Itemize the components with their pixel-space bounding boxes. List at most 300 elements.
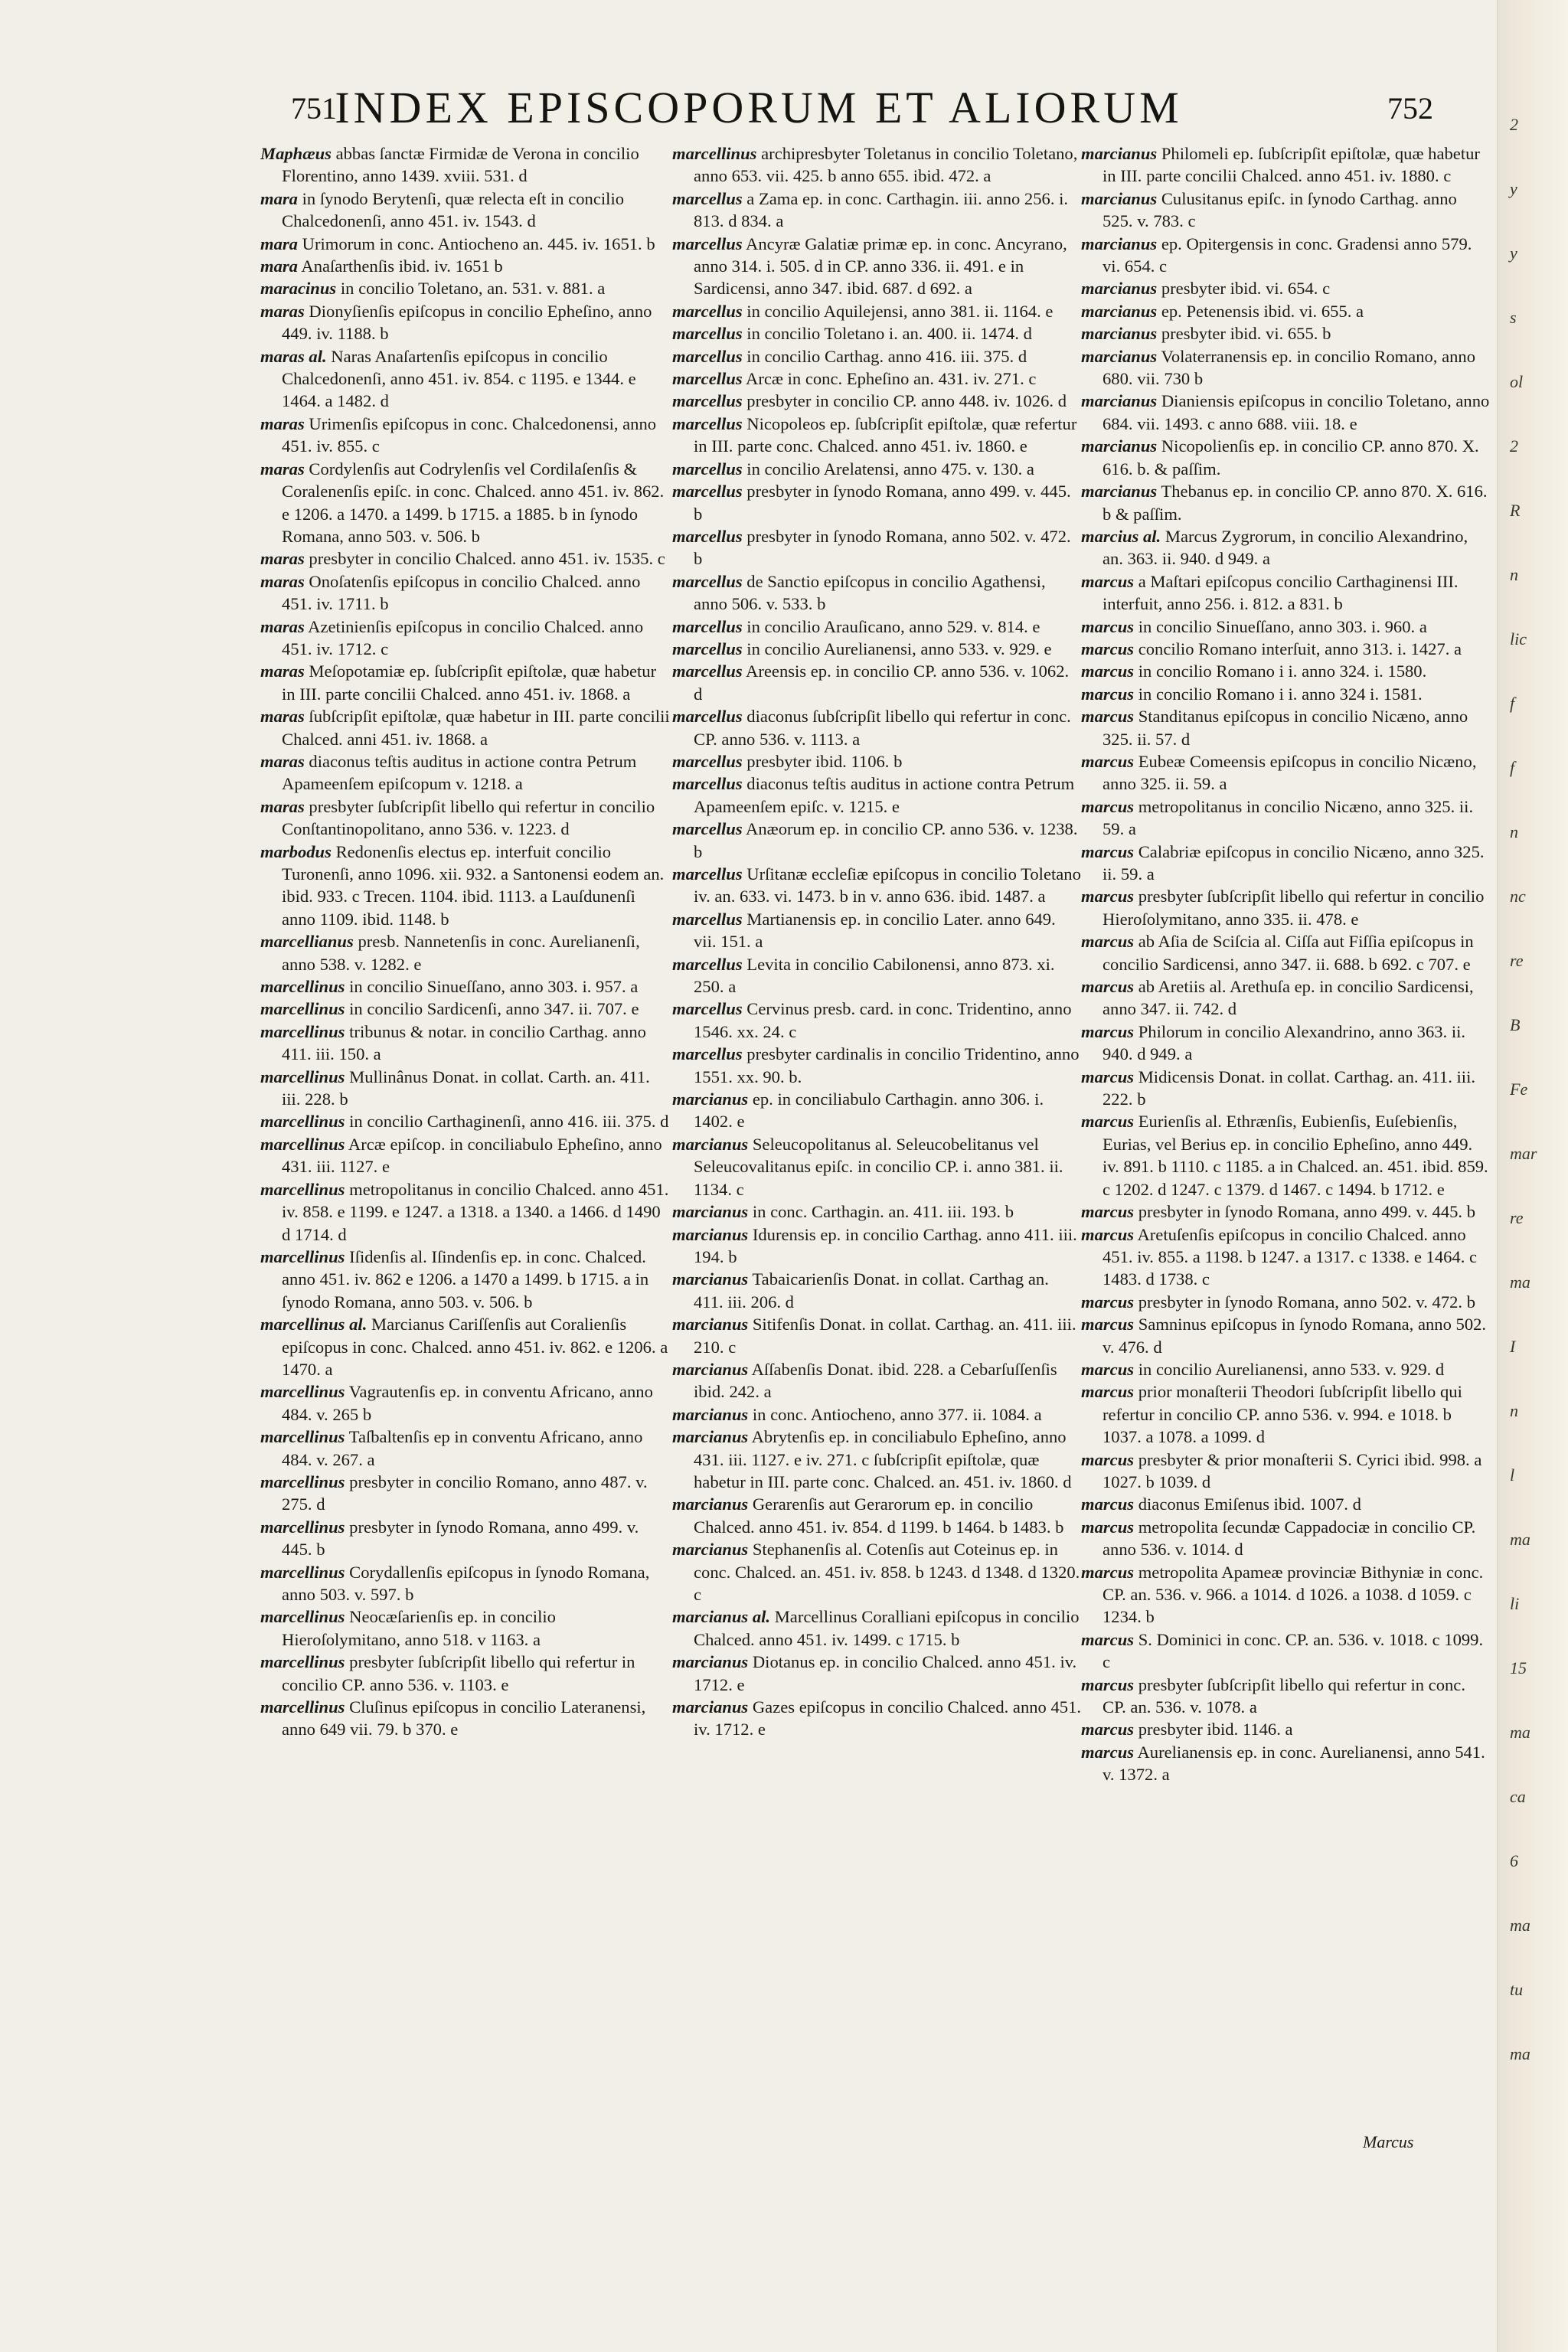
entry-text: in concilio Sinueſſano, anno 303. i. 960. a (1138, 616, 1427, 636)
entry-text: in ſynodo Berytenſi, quæ relecta eſt in concilio Chalcedonenſi, anno 451. iv. 1543. d (282, 188, 625, 231)
entry-headword: marcellinus (260, 1472, 345, 1491)
entry-headword: marcellus (672, 188, 743, 208)
edge-text-fragment: y (1510, 243, 1517, 263)
index-entry (672, 1493, 1082, 1538)
entry-text: Vagrautenſis ep. in conventu Africano, anno 484. v. 265 b (282, 1382, 653, 1424)
index-entry (672, 998, 1082, 1043)
index-entry (672, 188, 1082, 233)
entry-headword: marcellus (672, 391, 743, 411)
entry-headword: marcianus (672, 1224, 749, 1244)
edge-text-fragment: n (1510, 565, 1518, 584)
index-entry (1081, 1493, 1491, 1515)
catchword: Marcus (1363, 2132, 1414, 2151)
entry-headword: marcellus (672, 234, 743, 253)
edge-text-fragment: 6 (1510, 1851, 1518, 1870)
entry-text: in concilio Aurelianensi, anno 533. v. 929. d (1138, 1359, 1445, 1379)
entry-headword: marcianus (672, 1315, 749, 1334)
entry-text: concilio Romano interſuit, anno 313. i. 1427. a (1138, 639, 1462, 658)
index-entry (672, 638, 1082, 660)
edge-text-fragment: n (1510, 1401, 1518, 1420)
index-entry (672, 1200, 1082, 1223)
entry-headword: marcianus (672, 1359, 749, 1379)
index-entry (1081, 1223, 1491, 1291)
index-entry (1081, 570, 1491, 616)
entry-headword: marcus (1081, 1742, 1135, 1762)
edge-text-fragment: re (1510, 951, 1524, 970)
index-entry (1081, 142, 1491, 188)
entry-text: prior monaſterii Theodori ſubſcripſit libello qui refertur in concilio CP. anno 536. v. 994. e 1018. b 1037. a 1078. a 1099. d (1102, 1382, 1462, 1447)
edge-text-fragment: ca (1510, 1787, 1526, 1806)
index-entry (260, 142, 670, 188)
edge-text-fragment: 2 (1510, 115, 1518, 134)
entry-text: Redonenſis electus ep. interfuit concilio Turonenſi, anno 1096. xii. 932. a Santonensi eodem an. ibid. 933. c Trecen. 1104. ibid. 1113. a Lauſdunenſi anno 1109. ibid. 1148. b (282, 841, 665, 929)
entry-text: in concilio Arauſicano, anno 529. v. 814. e (746, 616, 1040, 636)
index-entry (260, 300, 670, 345)
index-entry (672, 233, 1082, 300)
index-entry (672, 1606, 1082, 1651)
index-entry (672, 345, 1082, 368)
entry-text: Gazes epiſcopus in concilio Chalced. anno 451. iv. 1712. e (694, 1697, 1082, 1740)
entry-text: Iſidenſis al. Iſindenſis ep. in conc. Chalced. anno 451. iv. 862 e 1206. a 1470 a 1499. b 1715. a in ſynodo Romana, anno 503. v. 506. b (282, 1246, 649, 1312)
index-entry (260, 1246, 670, 1313)
index-entry (672, 368, 1082, 390)
entry-text: Neocæſarienſis ep. in concilio Hieroſolymitano, anno 518. v 1163. a (282, 1607, 556, 1649)
index-entry (260, 1178, 670, 1246)
entry-text: in concilio Carthaginenſi, anno 416. iii. 375. d (349, 1112, 669, 1132)
entry-headword: marcus (1081, 1067, 1135, 1086)
entry-headword: maras (260, 707, 305, 727)
index-column-1 (260, 142, 670, 2141)
entry-text: presbyter in ſynodo Romana, anno 499. v. 445. b (1138, 1202, 1476, 1222)
entry-headword: marcellus (672, 999, 743, 1019)
index-entry (260, 1561, 670, 1606)
index-entry (260, 660, 670, 705)
entry-text: in concilio Sinueſſano, anno 303. i. 957. a (349, 977, 639, 997)
entry-text: in concilio Toletano, an. 531. v. 881. a (340, 279, 606, 299)
index-entry (672, 413, 1082, 458)
entry-headword: marcellus (672, 751, 743, 771)
edge-text-fragment: ma (1510, 1916, 1530, 1935)
entry-headword: marcellus (672, 413, 743, 433)
index-entry (260, 1651, 670, 1696)
entry-headword: marcellus (672, 1044, 743, 1064)
entry-headword: marcellinus (260, 1607, 345, 1627)
index-entry (1081, 1561, 1491, 1628)
index-entry (260, 1471, 670, 1516)
entry-headword: marcus (1081, 1315, 1135, 1334)
entry-headword: marcellus (672, 616, 743, 636)
entry-text: Aretuſenſis epiſcopus in concilio Chalced. anno 451. iv. 855. a 1198. b 1247. a 1317. c 1338. e 1464. c 1483. d 1738. c (1102, 1224, 1478, 1289)
entry-text: Areensis ep. in concilio CP. anno 536. v. 1062. d (694, 662, 1070, 704)
index-entry (1081, 480, 1491, 525)
entry-text: presbyter in concilio Chalced. anno 451. iv. 1535. c (309, 549, 665, 569)
entry-headword: marcellus (672, 819, 743, 839)
entry-text: Thebanus ep. in concilio CP. anno 870. X. 616. b & paſſim. (1102, 482, 1488, 524)
entry-headword: marcianus (1081, 188, 1158, 208)
index-entry (1081, 1291, 1491, 1313)
entry-text: Calabriæ epiſcopus in concilio Nicæno, anno 325. ii. 59. a (1102, 841, 1485, 884)
entry-headword: marcianus (1081, 436, 1158, 456)
entry-headword: marcus (1081, 616, 1135, 636)
edge-text-fragment: Fe (1510, 1080, 1528, 1099)
entry-headword: marcianus (672, 1089, 749, 1109)
index-entry (260, 570, 670, 616)
index-entry (1081, 885, 1491, 930)
entry-headword: marcellus (672, 346, 743, 366)
entry-headword: marcianus (1081, 482, 1158, 501)
entry-headword: marcellinus (260, 1134, 345, 1154)
entry-text: presb. Nannetenſis in conc. Aurelianenſi, anno 538. v. 1282. e (282, 932, 640, 974)
index-entry (260, 188, 670, 233)
index-entry (1081, 1380, 1491, 1448)
entry-headword: marcus (1081, 662, 1135, 681)
entry-headword: marcianus (672, 1494, 749, 1514)
entry-text: Eubeæ Comeensis epiſcopus in concilio Nicæno, anno 325. ii. 59. a (1102, 751, 1477, 794)
entry-headword: marcianus (672, 1269, 749, 1289)
entry-text: Sitifenſis Donat. in collat. Carthag. an. 411. iii. 210. c (694, 1315, 1076, 1357)
entry-text: Azetinienſis epiſcopus in concilio Chalced. anno 451. iv. 1712. c (282, 616, 644, 658)
entry-text: Samninus epiſcopus in ſynodo Romana, anno 502. v. 476. d (1102, 1315, 1487, 1357)
edge-text-fragment: y (1510, 179, 1517, 198)
entry-text: in concilio Romano i i. anno 324 i. 1581. (1138, 684, 1423, 704)
entry-headword: marcellinus (260, 1382, 345, 1402)
entry-headword: marcus (1081, 1359, 1135, 1379)
index-entry (672, 1696, 1082, 1741)
entry-headword: mara (260, 234, 298, 253)
entry-headword: marcus (1081, 1202, 1135, 1222)
entry-text: in concilio Toletano i. an. 400. ii. 1474. d (746, 324, 1032, 344)
entry-text: Stephanenſis al. Cotenſis aut Coteinus ep. in conc. Chalced. an. 451. iv. 858. b 1243. d 1348. d 1320. c (694, 1540, 1080, 1604)
edge-text-fragment: I (1510, 1337, 1516, 1356)
entry-headword: maras (260, 413, 305, 433)
entry-headword: marcellinus (260, 1021, 345, 1041)
entry-text: ep. Petenensis ibid. vi. 655. a (1161, 301, 1364, 321)
index-entry (1081, 345, 1491, 390)
entry-headword: marcellinus (260, 1517, 345, 1537)
entry-text: Eurienſis al. Ethrænſis, Eubienſis, Euſebienſis, Eurias, vel Berius ep. in concilio Epheſino, anno 449. iv. 891. b 1110. c 1185. a in Chalced. an. 451. ibid. 859. c 1202. d 1247. c 1379. d 1467. c 1494. b 1712. e (1102, 1112, 1488, 1199)
entry-text: metropolitanus in concilio Nicæno, anno 325. ii. 59. a (1102, 796, 1474, 839)
index-entry (1081, 930, 1491, 975)
index-entry (672, 570, 1082, 616)
entry-text: Marcus Zygrorum, in concilio Alexandrino, an. 363. ii. 940. d 949. a (1102, 526, 1468, 569)
entry-headword: marcianus (1081, 234, 1158, 253)
entry-headword: marcianus (672, 1540, 749, 1560)
entry-text: in concilio Aurelianensi, anno 533. v. 929. e (746, 639, 1052, 658)
entry-headword: marcus (1081, 1562, 1135, 1582)
entry-headword: marcellus (672, 571, 743, 591)
entry-headword: marcus (1081, 841, 1135, 861)
entry-text: in concilio Aquilejensi, anno 381. ii. 1164. e (746, 301, 1054, 321)
index-entry (672, 953, 1082, 998)
index-entry (1081, 660, 1491, 682)
entry-headword: marcus (1081, 1494, 1135, 1514)
edge-text-fragment: f (1510, 758, 1515, 777)
edge-text-fragment: R (1510, 501, 1521, 520)
index-entry (260, 413, 670, 458)
index-entry (260, 547, 670, 570)
edge-text-fragment: l (1510, 1465, 1515, 1485)
entry-text: archipresbyter Toletanus in concilio Toletano, anno 653. vii. 425. b anno 655. ibid. 472. a (694, 144, 1078, 186)
index-entry (1081, 300, 1491, 322)
index-entry (1081, 1718, 1491, 1740)
entry-headword: maras (260, 571, 305, 591)
entry-text: presbyter cardinalis in concilio Tridentino, anno 1551. xx. 90. b. (694, 1044, 1080, 1086)
entry-headword: marcianus (672, 1404, 749, 1424)
index-entry (1081, 1741, 1491, 1786)
index-entry (1081, 616, 1491, 638)
entry-text: presbyter & prior monaſterii S. Cyrici ibid. 998. a 1027. b 1039. d (1102, 1449, 1482, 1491)
index-entry (1081, 705, 1491, 750)
edge-text-fragment: nc (1510, 887, 1526, 906)
entry-text: Nicopoleos ep. ſubſcripſit epiſtolæ, quæ refertur in III. parte conc. Chalced. anno 451. iv. 1860. e (694, 413, 1077, 456)
entry-headword: marcius al. (1081, 526, 1161, 546)
entry-text: Midicensis Donat. in collat. Carthag. an. 411. iii. 222. b (1102, 1067, 1476, 1109)
index-entry (260, 750, 670, 795)
entry-headword: marcianus al. (672, 1607, 771, 1627)
adjacent-page-edge (1497, 0, 1568, 2352)
index-entry (260, 233, 670, 255)
index-entry (672, 1313, 1082, 1358)
entry-headword: marcianus (1081, 301, 1158, 321)
index-entry (1081, 390, 1491, 435)
entry-headword: marcellinus (672, 144, 757, 163)
entry-text: presbyter ſubſcripſit libello qui refertur in concilio CP. anno 536. v. 1103. e (282, 1652, 635, 1694)
entry-text: presbyter ſubſcripſit libello qui refertur in concilio Conſtantinopolitano, anno 536. v. 1223. d (282, 796, 655, 839)
index-entry (260, 345, 670, 413)
edge-text-fragment: ol (1510, 372, 1524, 391)
entry-text: Corydallenſis epiſcopus in ſynodo Romana, anno 503. v. 597. b (282, 1562, 650, 1604)
entry-headword: marcellinus (260, 999, 345, 1019)
entry-headword: marcellinus (260, 977, 345, 997)
entry-text: Idurensis ep. in concilio Carthag. anno 411. iii. 194. b (694, 1224, 1077, 1266)
entry-text: Culusitanus epiſc. in ſynodo Carthag. anno 525. v. 783. c (1102, 188, 1457, 231)
edge-text-fragment: tu (1510, 1980, 1524, 1999)
index-entry (1081, 750, 1491, 795)
entry-headword: marcellus (672, 954, 743, 974)
edge-text-fragment: B (1510, 1015, 1521, 1034)
entry-text: in concilio Sardicenſi, anno 347. ii. 707. e (349, 999, 639, 1019)
edge-text-fragment: li (1510, 1594, 1520, 1613)
entry-text: diaconus teſtis auditus in actione contra Petrum Apameenſem epiſcopum v. 1218. a (282, 751, 637, 794)
entry-text: presbyter ibid. 1146. a (1138, 1720, 1293, 1740)
entry-headword: marcianus (1081, 391, 1158, 411)
page-title: INDEX EPISCOPORUM ET ALIORUM (335, 82, 1183, 132)
index-entry (1081, 1110, 1491, 1200)
entry-text: presbyter ibid. vi. 654. c (1161, 279, 1331, 299)
entry-text: tribunus & notar. in concilio Carthag. anno 411. iii. 150. a (282, 1021, 646, 1064)
entry-text: Anæorum ep. in concilio CP. anno 536. v. 1238. b (694, 819, 1078, 861)
entry-headword: marcellus (672, 707, 743, 727)
entry-headword: marcus (1081, 1449, 1135, 1469)
entry-text: in conc. Carthagin. an. 411. iii. 193. b (752, 1202, 1014, 1222)
index-entry (672, 660, 1082, 705)
index-entry (260, 998, 670, 1020)
entry-text: a Zama ep. in conc. Carthagin. iii. anno 256. i. 813. d 834. a (694, 188, 1069, 231)
index-entry (672, 1403, 1082, 1426)
index-entry (1081, 1674, 1491, 1719)
index-entry (672, 1538, 1082, 1606)
entry-text: S. Dominici in conc. CP. an. 536. v. 1018. c 1099. c (1102, 1629, 1484, 1672)
entry-headword: marcus (1081, 1021, 1135, 1041)
entry-headword: marcianus (672, 1652, 749, 1672)
entry-text: a Maſtari epiſcopus concilio Carthaginensi III. interfuit, anno 256. i. 812. a 831. b (1102, 571, 1459, 614)
entry-headword: mara (260, 188, 298, 208)
entry-text: Naras Anaſartenſis epiſcopus in concilio Chalcedonenſi, anno 451. iv. 854. c 1195. e 1344. e 1464. a 1482. d (282, 346, 636, 411)
entry-headword: marcus (1081, 1224, 1135, 1244)
entry-text: presbyter ſubſcripſit libello qui refertur in concilio Hieroſolymitano, anno 335. ii. 478. e (1102, 887, 1485, 929)
entry-text: Marcellinus Coralliani epiſcopus in concilio Chalced. anno 451. iv. 1499. c 1715. b (694, 1607, 1080, 1649)
edge-text-fragment: n (1510, 822, 1518, 841)
entry-text: Philomeli ep. ſubſcripſit epiſtolæ, quæ habetur in III. parte concilii Chalced. anno 451. iv. 1880. c (1102, 144, 1480, 186)
index-entry (1081, 435, 1491, 480)
entry-headword: marcus (1081, 1292, 1135, 1312)
index-entry (260, 1380, 670, 1426)
index-entry (1081, 188, 1491, 233)
entry-text: presbyter in ſynodo Romana, anno 499. v. 445. b (282, 1517, 639, 1560)
entry-text: Ancyræ Galatiæ primæ ep. in conc. Ancyrano, anno 314. i. 505. d in CP. anno 336. ii. 491. e in Sardicensi, anno 347. ibid. 687. d 692. a (694, 234, 1067, 299)
edge-text-fragment: 2 (1510, 436, 1518, 456)
index-column-2 (672, 142, 1082, 2141)
entry-text: ep. Opitergensis in conc. Gradensi anno 579. vi. 654. c (1102, 234, 1472, 276)
index-entry (672, 1133, 1082, 1200)
entry-headword: marcellinus (260, 1179, 345, 1199)
index-entry (1081, 795, 1491, 841)
index-entry (260, 1696, 670, 1741)
entry-text: Aſſabenſis Donat. ibid. 228. a Cebarſuſſenſis ibid. 242. a (694, 1359, 1057, 1402)
index-entry (672, 480, 1082, 525)
index-entry (672, 773, 1082, 818)
entry-headword: marcus (1081, 932, 1135, 952)
entry-text: diaconus Emiſenus ibid. 1007. d (1138, 1494, 1361, 1514)
entry-headword: marcianus (1081, 346, 1158, 366)
entry-headword: marcellus (672, 369, 743, 389)
entry-headword: maras (260, 662, 305, 681)
index-entry (1081, 1066, 1491, 1111)
entry-headword: maras (260, 549, 305, 569)
entry-headword: marcellinus (260, 1112, 345, 1132)
index-entry (260, 1426, 670, 1471)
entry-headword: marcellus (672, 639, 743, 658)
index-entry (1081, 638, 1491, 660)
entry-headword: maras (260, 751, 305, 771)
entry-headword: marcus (1081, 977, 1135, 997)
entry-headword: marcianus (1081, 324, 1158, 344)
entry-text: Nicopolienſis ep. in concilio CP. anno 870. X. 616. b. & paſſim. (1102, 436, 1479, 479)
index-entry (672, 525, 1082, 570)
entry-headword: maras (260, 796, 305, 816)
edge-text-fragment: f (1510, 694, 1515, 713)
index-entry (1081, 1449, 1491, 1494)
entry-text: ſubſcripſit epiſtolæ, quæ habetur in III. parte concilii Chalced. anni 451. iv. 1868. a (282, 707, 670, 749)
entry-text: in concilio Carthag. anno 416. iii. 375. d (746, 346, 1027, 366)
page-number-right: 752 (1387, 91, 1433, 126)
entry-text: presbyter ibid. 1106. b (746, 751, 903, 771)
entry-headword: maras al. (260, 346, 327, 366)
entry-headword: marcellus (672, 662, 743, 681)
entry-text: Mullinânus Donat. in collat. Carth. an. 411. iii. 228. b (282, 1067, 650, 1109)
entry-text: Urſitanæ eccleſiæ epiſcopus in concilio Toletano iv. an. 633. vi. 1473. b in v. anno 636. ibid. 1487. a (694, 864, 1081, 906)
index-column-3 (1081, 142, 1491, 2141)
index-entry (672, 1358, 1082, 1403)
entry-headword: marcellinus (260, 1652, 345, 1672)
index-entry (672, 705, 1082, 750)
entry-headword: marcus (1081, 1674, 1135, 1694)
entry-text: Cordylenſis aut Codrylenſis vel Cordilaſenſis & Coralenenſis epiſc. in conc. Chalced. anno 451. iv. 862. e 1206. a 1470. a 1499. b 1715. a 1885. b in ſynodo Romana, anno 503. v. 506. b (282, 459, 665, 546)
index-entry (672, 322, 1082, 345)
entry-headword: marcus (1081, 796, 1135, 816)
entry-headword: marcellus (672, 864, 743, 884)
index-entry (1081, 525, 1491, 570)
index-entry (672, 863, 1082, 908)
entry-headword: marcus (1081, 751, 1135, 771)
index-entry (260, 255, 670, 277)
entry-headword: marcellus (672, 301, 743, 321)
index-entry (1081, 975, 1491, 1021)
entry-text: Urimenſis epiſcopus in conc. Chalcedonensi, anno 451. iv. 855. c (282, 413, 657, 456)
entry-text: metropolita Apameæ provinciæ Bithyniæ in conc. CP. an. 536. v. 966. a 1014. d 1026. a 1038. d 1059. c 1234. b (1102, 1562, 1484, 1627)
edge-text-fragment: ma (1510, 2044, 1530, 2063)
entry-text: presbyter ſubſcripſit libello qui refertur in conc. CP. an. 536. v. 1078. a (1102, 1674, 1465, 1717)
index-entry (672, 390, 1082, 412)
index-entry (1081, 1628, 1491, 1674)
index-entry (672, 1651, 1082, 1696)
index-entry (672, 616, 1082, 638)
entry-text: Anaſarthenſis ibid. iv. 1651 b (301, 256, 503, 276)
entry-headword: marcus (1081, 571, 1135, 591)
entry-headword: Maphæus (260, 144, 332, 163)
index-entry (260, 1110, 670, 1132)
entry-text: Marcianus Cariſſenſis aut Coralienſis epiſcopus in conc. Chalced. anno 451. iv. 862. e 1206. a 1470. a (282, 1315, 668, 1379)
entry-headword: marcus (1081, 707, 1135, 727)
entry-text: Taſbaltenſis ep in conventu Africano, anno 484. v. 267. a (282, 1427, 643, 1469)
entry-text: Diotanus ep. in concilio Chalced. anno 451. iv. 1712. e (694, 1652, 1077, 1694)
entry-headword: maracinus (260, 279, 337, 299)
index-entry (260, 705, 670, 750)
entry-headword: marcellus (672, 459, 743, 479)
entry-headword: marcus (1081, 639, 1135, 658)
index-entry (1081, 841, 1491, 886)
entry-headword: marbodus (260, 841, 332, 861)
page-number-left: 751 (291, 91, 337, 126)
entry-text: Urimorum in conc. Antiocheno an. 445. iv. 1651. b (302, 234, 655, 253)
edge-text-fragment: s (1510, 308, 1517, 327)
index-entry (672, 458, 1082, 480)
entry-headword: marcianus (672, 1202, 749, 1222)
entry-text: Abrytenſis ep. in conciliabulo Epheſino, anno 431. iii. 1127. e iv. 271. c ſubſcripſit epiſtolæ, quæ habetur in III. parte conc. Chalced. an. 451. iv. 1860. d (694, 1427, 1072, 1491)
entry-headword: marcellus (672, 526, 743, 546)
entry-headword: marcianus (672, 1697, 749, 1717)
entry-text: Standitanus epiſcopus in concilio Nicæno, anno 325. ii. 57. d (1102, 707, 1468, 749)
entry-text: Levita in concilio Cabilonensi, anno 873. xi. 250. a (694, 954, 1055, 997)
edge-text-fragment: 15 (1510, 1658, 1527, 1677)
entry-text: ep. in conciliabulo Carthagin. anno 306. i. 1402. e (694, 1089, 1044, 1132)
entry-text: Arcæ in conc. Epheſino an. 431. iv. 271. c (746, 369, 1037, 389)
index-entry (260, 458, 670, 548)
edge-text-fragment: mar (1510, 1144, 1537, 1163)
entry-text: Onoſatenſis epiſcopus in concilio Chalced. anno 451. iv. 1711. b (282, 571, 641, 614)
entry-headword: marcellinus (260, 1562, 345, 1582)
index-entry (260, 1133, 670, 1178)
entry-text: abbas ſanctæ Firmidæ de Verona in concilio Florentino, anno 1439. xviii. 531. d (282, 144, 639, 186)
entry-headword: maras (260, 459, 305, 479)
entry-headword: marcianus (672, 1427, 749, 1447)
entry-text: presbyter in ſynodo Romana, anno 502. v. 472. b (694, 526, 1071, 569)
entry-headword: marcus (1081, 1517, 1135, 1537)
entry-text: Philorum in concilio Alexandrino, anno 363. ii. 940. d 949. a (1102, 1021, 1466, 1064)
entry-text: in concilio Romano i i. anno 324. i. 1580. (1138, 662, 1427, 681)
index-entry (672, 300, 1082, 322)
entry-headword: marcus (1081, 887, 1135, 906)
